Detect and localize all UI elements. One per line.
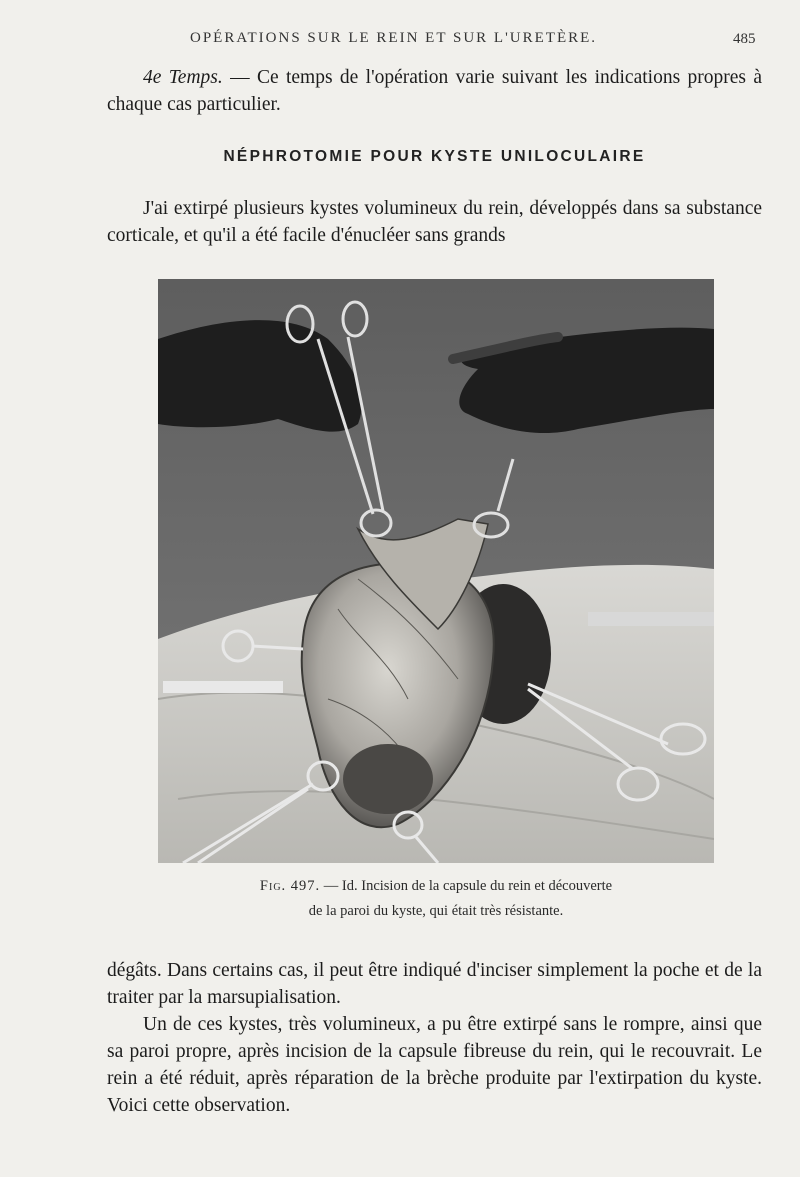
illustration-drawing [158, 279, 714, 863]
paragraph-temps [107, 64, 762, 118]
capsule-opening [343, 744, 433, 814]
intro-text: J'ai extirpé plusieurs kystes volumineux du rein, développés dans sa substance corticale, et qu'il a été facile d'énucléer sans grands [107, 198, 762, 246]
paragraph-intro [107, 195, 762, 249]
figure-caption-line1 [158, 876, 714, 896]
section-heading: NÉPHROTOMIE POUR KYSTE UNILOCULAIRE [223, 148, 646, 165]
retractor-left [163, 681, 283, 693]
retractor-right [588, 612, 714, 626]
temps-label: 4e Temps. [143, 67, 223, 88]
caption-line1-text: — Id. Incision de la capsule du rein et découverte [320, 878, 613, 894]
figure-caption-line2: de la paroi du kyste, qui était très résistante. [308, 903, 564, 919]
continuation-text: dégâts. Dans certains cas, il peut être indiqué d'inciser simplement la poche et de la traiter par la marsupialisation. [107, 960, 762, 1008]
temps-text: — Ce temps de l'opération varie suivant les indications propres à chaque cas particulier. [107, 67, 762, 115]
paragraph-final [107, 1011, 762, 1119]
page-number: 485 [733, 31, 756, 47]
figure-label: Fig. 497. [259, 878, 321, 894]
final-text: Un de ces kystes, très volumineux, a pu être extirpé sans le rompre, ainsi que sa paroi propre, après incision de la capsule fibreuse du rein, qui le recouvrait. Le rein a été réduit, après réparation de la brèche produite par l'extirpation du kyste. Voici cette observation. [107, 1014, 762, 1116]
running-title: OPÉRATIONS SUR LE REIN ET SUR L'URETÈRE. [190, 30, 598, 46]
paragraph-continuation [107, 957, 762, 1011]
surgical-illustration [158, 279, 714, 863]
